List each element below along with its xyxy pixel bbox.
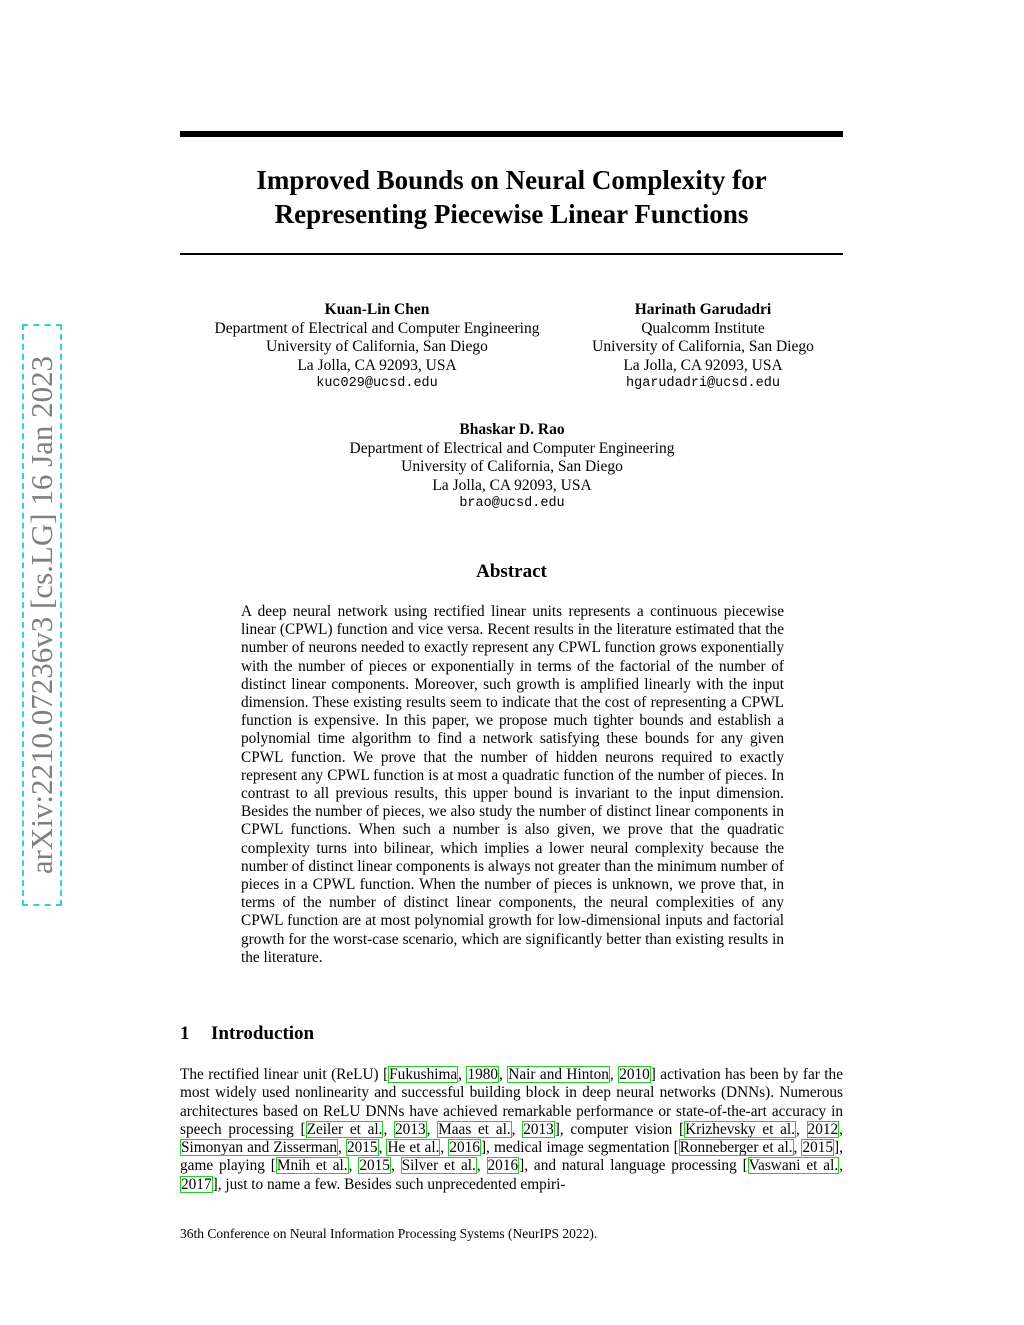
citation-separator: ,: [440, 1139, 449, 1157]
citation-separator: ,: [793, 1139, 802, 1157]
citation-separator: ,: [511, 1120, 523, 1138]
citation-link[interactable]: 2015: [346, 1139, 378, 1157]
author-name: Kuan-Lin Chen: [324, 301, 430, 318]
section-number: 1: [180, 1023, 190, 1044]
author-email[interactable]: hgarudadri@ucsd.edu: [626, 376, 780, 391]
citation-link[interactable]: 2016: [449, 1139, 480, 1157]
author-name: Bhaskar D. Rao: [459, 421, 565, 438]
author-address: La Jolla, CA 92093, USA: [623, 356, 783, 374]
author-block-3: [312, 421, 712, 514]
author-block-1: [192, 301, 562, 394]
intro-text: ] activation has been by far the most widely used nonlinearity and successful building block in deep neural networks (DNNs). Numerous architectures based on ReLU DNNs have achieved remarkable performance or state-of-the-art accuracy in speech processing [: [180, 1066, 843, 1138]
author-address: La Jolla, CA 92093, USA: [432, 476, 592, 494]
author-email[interactable]: kuc029@ucsd.edu: [316, 376, 438, 391]
citation-link[interactable]: Vaswani et al.: [748, 1157, 839, 1175]
author-affiliation: University of California, San Diego: [266, 338, 488, 355]
citation-separator: ,: [390, 1157, 401, 1175]
author-address: La Jolla, CA 92093, USA: [297, 356, 457, 374]
author-name: Harinath Garudadri: [634, 301, 772, 318]
citation-link[interactable]: 2015: [359, 1157, 390, 1175]
citation-link[interactable]: Maas et al.: [438, 1120, 511, 1138]
citation-separator: ,: [338, 1139, 346, 1157]
title-line-2: Representing Piecewise Linear Functions: [274, 199, 749, 229]
citation-separator: ,: [378, 1139, 387, 1157]
abstract-text: A deep neural network using rectified linear units represents a continuous piecewise linear (CPWL) function and vice versa. Recent results in the literature estimated that the number of neurons needed to exactly represent any CPWL function grows exponentially with the number of pieces or exponentially in terms of the factorial of the number of distinct linear components. Moreover, such growth is amplified linearly with the input dimension. These existing results seem to indicate that the cost of representing a CPWL function is expensive. In this paper, we propose much tighter bounds and establish a polynomial time algorithm to find a network satisfying these bounds for any given CPWL function. We prove that the number of hidden neurons required to exactly represent any CPWL function is at most a quadratic function of the number of pieces. In contrast to all previous results, this upper bound is invariant to the input dimension. Besides the number of pieces, we also study the number of distinct linear components in CPWL functions. When such a number is also given, we prove that the quadratic complexity turns into bilinear, which implies a lower neural complexity because the number of distinct linear components is always not greater than the minimum number of pieces in a CPWL function. When the number of pieces is unknown, we prove that, in terms of the number of distinct linear components, the neural complexities of any CPWL function are at most polynomial growth for low-dimensional inputs and factorial growth for the worst-case scenario, which are significantly better than existing results in the literature.: [241, 603, 784, 966]
title-rule-top: [180, 131, 843, 137]
citation-separator: ,: [426, 1120, 438, 1138]
citation-separator: ,: [383, 1120, 395, 1138]
citation-separator: ,: [609, 1066, 619, 1083]
author-affiliation: University of California, San Diego: [592, 338, 814, 355]
intro-text: ], just to name a few. Besides such unprecedented empiri-: [212, 1175, 566, 1193]
intro-paragraph: [180, 1066, 843, 1194]
intro-text: ], game playing [: [180, 1139, 843, 1175]
citation-link[interactable]: Mnih et al.: [276, 1157, 348, 1175]
citation-separator: ,: [839, 1120, 843, 1138]
citation-link[interactable]: He et al.: [387, 1139, 440, 1157]
citation-separator: ,: [458, 1066, 467, 1083]
citation-link[interactable]: Ronneberger et al.: [679, 1139, 793, 1157]
citation-link[interactable]: 2010: [619, 1066, 650, 1083]
citation-link[interactable]: Simonyan and Zisserman: [181, 1139, 338, 1157]
citation-link[interactable]: Nair and Hinton: [508, 1066, 609, 1083]
citation-link[interactable]: Silver et al.: [401, 1157, 476, 1175]
author-affiliation: Qualcomm Institute: [641, 319, 765, 337]
intro-text: The rectified linear unit (ReLU) [: [180, 1066, 389, 1083]
intro-text: ], medical image segmentation [: [480, 1139, 679, 1157]
author-email[interactable]: brao@ucsd.edu: [459, 496, 565, 511]
intro-text: ], computer vision [: [554, 1120, 685, 1138]
title-line-1: Improved Bounds on Neural Complexity for: [256, 165, 767, 195]
paper-title: [180, 163, 843, 231]
title-rule-bottom: [180, 253, 843, 255]
author-affiliation: Department of Electrical and Computer Engineering: [349, 439, 675, 457]
citation-separator: ,: [348, 1157, 359, 1175]
author-block-2: [572, 301, 834, 394]
citation-link[interactable]: 1980: [467, 1066, 499, 1083]
section-heading: [180, 1023, 314, 1045]
citation-link[interactable]: 2013: [523, 1120, 554, 1138]
conference-footnote: 36th Conference on Neural Information Processing Systems (NeurIPS 2022).: [180, 1226, 598, 1241]
citation-link[interactable]: 2013: [395, 1120, 426, 1138]
citation-link[interactable]: 2012: [807, 1120, 839, 1138]
abstract-heading: Abstract: [476, 561, 547, 582]
intro-text: ], and natural language processing [: [519, 1157, 748, 1175]
citation-link[interactable]: 2017: [181, 1175, 212, 1193]
author-affiliation: Department of Electrical and Computer Engineering: [214, 319, 540, 337]
citation-link[interactable]: 2015: [802, 1139, 834, 1157]
citation-separator: ,: [839, 1157, 843, 1175]
arxiv-stamp[interactable]: arXiv:2210.07236v3 [cs.LG] 16 Jan 2023: [22, 324, 62, 906]
citation-link[interactable]: Zeiler et al.: [306, 1120, 383, 1138]
citation-separator: ,: [796, 1120, 807, 1138]
author-affiliation: University of California, San Diego: [401, 458, 623, 475]
citation-separator: ,: [499, 1066, 508, 1083]
citation-link[interactable]: Krizhevsky et al.: [685, 1120, 795, 1138]
citation-link[interactable]: Fukushima: [389, 1066, 458, 1083]
citation-separator: ,: [476, 1157, 487, 1175]
section-title: Introduction: [211, 1023, 315, 1044]
citation-link[interactable]: 2016: [487, 1157, 519, 1175]
